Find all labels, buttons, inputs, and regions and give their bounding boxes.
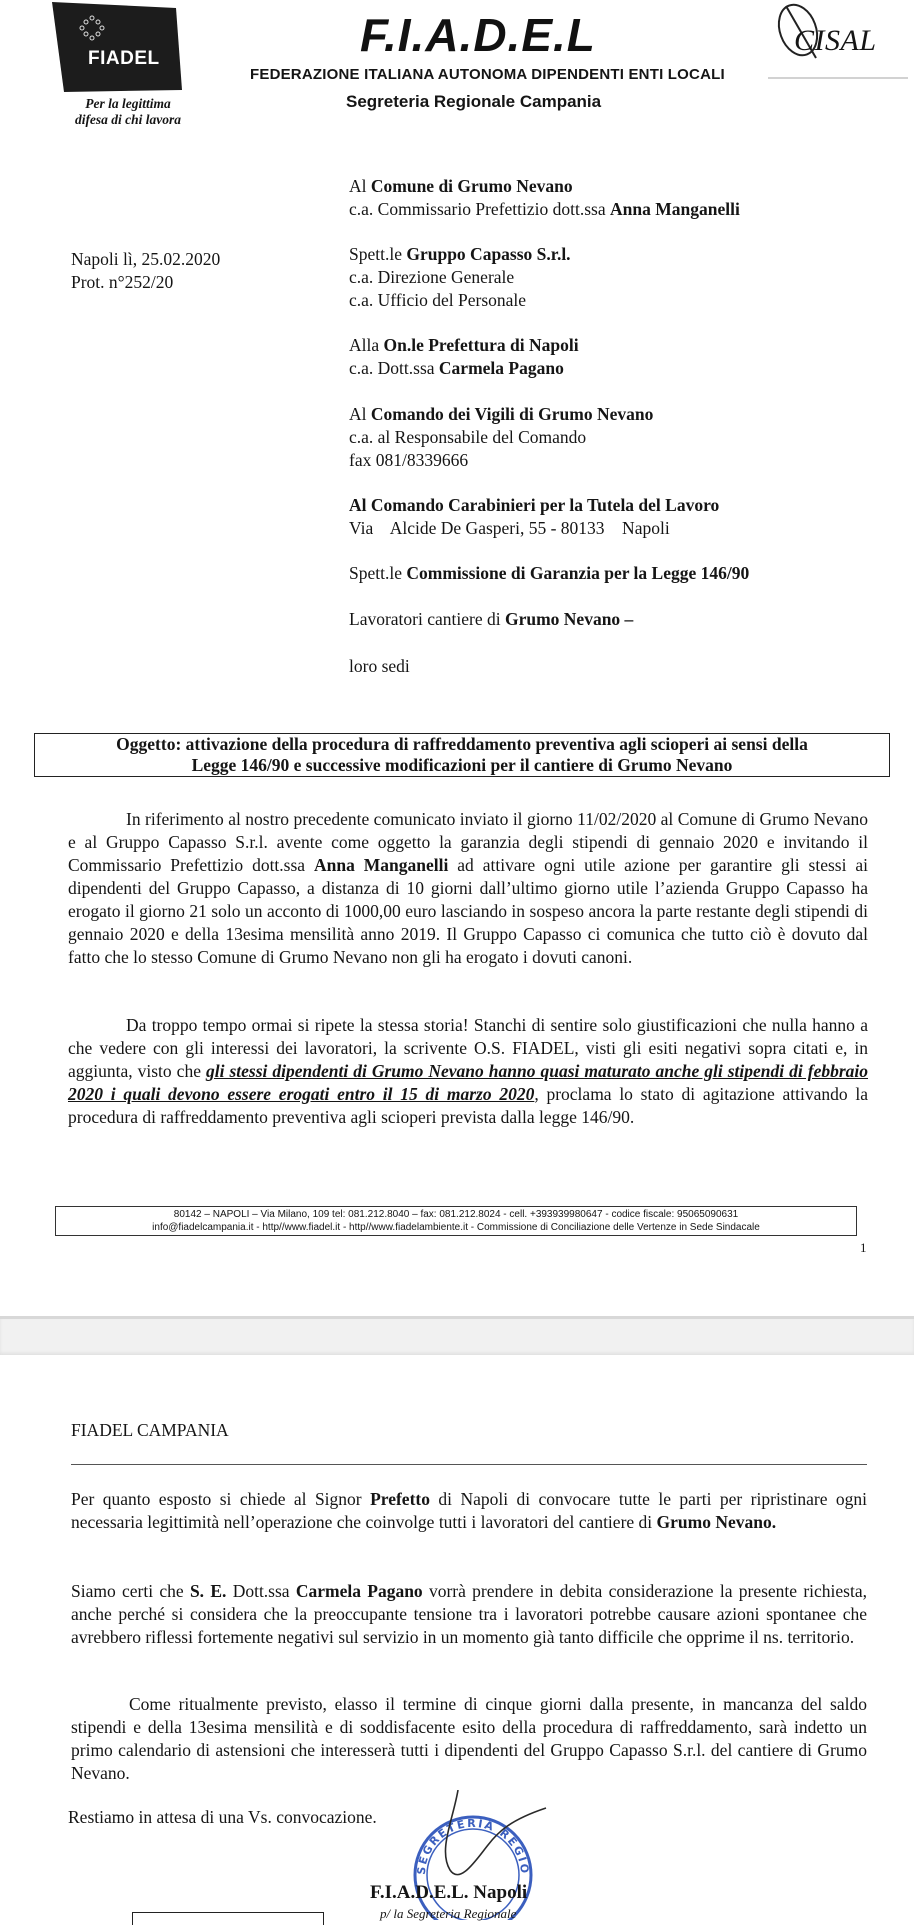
page-number: 1 bbox=[860, 1240, 867, 1255]
page2-divider bbox=[71, 1464, 867, 1465]
page2-paragraph-3: Come ritualmente previsto, elasso il termine di cinque giorni dalla presente, in mancanza del saldo stipendi e della 13esima mensilità e di soddisfacente esito della procedura di raffreddamento, sarà indetto un primo calendario di astensioni che interesserà tutti i dipendenti del Gruppo Capasso S.r.l. del cantiere di Grumo Nevano. bbox=[71, 1694, 867, 1783]
body-text: Da troppo tempo ormai si ripete la stessa storia! Stanchi di sentire solo giustificazioni che nulla hanno a che vedere con gli interessi dei lavoratori, la scrivente O.S. FIADEL, visti gli esiti negativi sopra citati e, in aggiunta, visto che bbox=[68, 1015, 868, 1081]
page2-header: FIADEL CAMPANIA bbox=[71, 1420, 229, 1440]
recipient-prefix: Spett.le bbox=[349, 244, 407, 264]
recipient-carabinieri bbox=[349, 494, 869, 540]
footer-box bbox=[55, 1206, 857, 1236]
recipient-fax: fax 081/8339666 bbox=[349, 450, 469, 470]
recipient-attn-name: Carmela Pagano bbox=[438, 358, 564, 378]
recipient-name: On.le Prefettura di Napoli bbox=[383, 335, 579, 355]
recipient-address: Via Alcide De Gasperi, 55 - 80133 Napoli bbox=[349, 518, 670, 538]
recipient-prefix: Spett.le bbox=[349, 563, 407, 583]
body-paragraph-2 bbox=[68, 1014, 868, 1129]
recipient-prefix: Lavoratori cantiere di bbox=[349, 609, 505, 629]
recipient-name: Grumo Nevano – bbox=[504, 609, 634, 629]
recipient-capasso bbox=[349, 243, 869, 312]
body-emphasis: gli stessi dipendenti di Grumo Nevano hanno quasi maturato anche gli stipendi di febbraio 2020 i quali devono essere erogati entro il 15 di marzo 2020 bbox=[68, 1061, 869, 1104]
subject-line: Legge 146/90 e successive modificazioni per il cantiere di Grumo Nevano bbox=[191, 755, 733, 775]
fiadel-logo bbox=[52, 2, 184, 94]
recipient-prefix: Alla bbox=[349, 335, 384, 355]
body-bold: Prefetto bbox=[370, 1489, 430, 1509]
logo-tagline-line1: Per la legittima bbox=[85, 96, 171, 111]
body-bold: Grumo Nevano. bbox=[656, 1512, 777, 1532]
letter-meta bbox=[71, 248, 220, 294]
logo-tagline-line2: difesa di chi lavora bbox=[74, 112, 182, 127]
body-text: vorrà prendere in debita considerazione la presente richiesta, anche perché si considera che la preoccupante tensione tra i lavoratori potrebbe causare azioni spontanee che avrebbero riflessi fortemente negativi sul servizio in un momento già tanto difficile che opprime il ns. territorio. bbox=[71, 1581, 867, 1647]
recipient-prefix: Al bbox=[349, 176, 371, 196]
page2-paragraph-2 bbox=[71, 1580, 867, 1649]
stamp-text: SEGRETERIA REGIO bbox=[414, 1816, 532, 1876]
recipient-attn: c.a. Direzione Generale bbox=[349, 267, 515, 287]
body-text: Dott.ssa bbox=[226, 1581, 296, 1601]
signature-name: F.I.A.D.E.L. Napoli bbox=[370, 1882, 528, 1903]
recipient-prefettura bbox=[349, 334, 869, 380]
recipient-attn: c.a. Dott.ssa bbox=[349, 358, 439, 378]
fiadel-logo-text: FIADEL bbox=[88, 48, 160, 69]
body-text: In riferimento al nostro precedente comunicato inviato il giorno 11/02/2020 al Comune di Grumo Nevano e al Gruppo Capasso S.r.l. avente come oggetto la garanzia degli stipendi di gennaio 2020 e invitando il Commissario Prefettizio dott.ssa bbox=[68, 809, 868, 875]
body-text: Siamo certi che bbox=[71, 1581, 190, 1601]
page-title: F.I.A.D.E.L bbox=[360, 9, 596, 61]
segreteria-name: Segreteria Regionale Campania bbox=[346, 92, 602, 111]
federation-name: FEDERAZIONE ITALIANA AUTONOMA DIPENDENTI ENTI LOCALI bbox=[250, 66, 725, 83]
recipient-name: Comune di Grumo Nevano bbox=[370, 176, 573, 196]
protocol-number: Prot. n°252/20 bbox=[71, 272, 174, 292]
recipient-name: Commissione di Garanzia per la Legge 146/90 bbox=[406, 563, 750, 583]
bottom-box bbox=[132, 1912, 324, 1925]
body-bold: Carmela Pagano bbox=[295, 1581, 423, 1601]
loro-sedi: loro sedi bbox=[349, 656, 410, 676]
recipient-name: Gruppo Capasso S.r.l. bbox=[406, 244, 571, 264]
body-bold: Anna Manganelli bbox=[313, 855, 449, 875]
cisal-logo bbox=[758, 0, 914, 90]
recipient-commissione bbox=[349, 562, 869, 585]
page2-paragraph-4: Restiamo in attesa di una Vs. convocazione. bbox=[68, 1807, 377, 1827]
body-bold: S. E. bbox=[189, 1581, 227, 1601]
body-text: ad attivare ogni utile azione per garantire gli stessi ai dipendenti del Gruppo Capasso, a distanza di 10 giorni dall’ultimo giorno utile l’azienda Gruppo Capasso ha erogato il giorno 21 solo un acconto di 1000,00 euro lasciando in sospeso ancora la parte restante degli stipendi di gennaio 2020 e della 13esima mensilità anno 2019. Il Gruppo Capasso ci comunica che tutto ciò è dovuto dal fatto che lo stesso Comune di Grumo Nevano non gli ha erogato i dovuti canoni. bbox=[68, 855, 868, 967]
cisal-logo-text: CISAL bbox=[794, 24, 877, 57]
recipient-comune bbox=[349, 175, 869, 221]
recipient-attn: c.a. Commissario Prefettizio dott.ssa bbox=[349, 199, 610, 219]
recipient-name: Comando dei Vigili di Grumo Nevano bbox=[370, 404, 654, 424]
signature-subtitle: p/ la Segreteria Regionale bbox=[380, 1906, 517, 1921]
logo-tagline bbox=[58, 96, 198, 128]
recipient-prefix: Al bbox=[349, 404, 371, 424]
svg-text:SEGRETERIA REGIONALE bbox=[398, 1790, 531, 1876]
body-text: di Napoli di convocare tutte le parti per ripristinare ogni necessaria legittimità nell’operazione che coinvolge tutti i lavoratori del cantiere di bbox=[71, 1489, 867, 1532]
page2-paragraph-1 bbox=[71, 1488, 867, 1534]
body-paragraph-1 bbox=[68, 808, 868, 969]
recipient-attn: c.a. al Responsabile del Comando bbox=[349, 427, 587, 447]
subject-line: Oggetto: attivazione della procedura di raffreddamento preventiva agli scioperi ai sensi della bbox=[116, 734, 808, 754]
recipient-attn-name: Anna Manganelli bbox=[610, 199, 740, 219]
letter-date: Napoli lì, 25.02.2020 bbox=[71, 249, 221, 269]
recipient-lavoratori bbox=[349, 608, 869, 631]
recipient-name: Al Comando Carabinieri per la Tutela del Lavoro bbox=[349, 495, 720, 515]
body-text: Per quanto esposto si chiede al Signor bbox=[71, 1489, 371, 1509]
subject-box bbox=[34, 733, 890, 777]
recipient-attn: c.a. Ufficio del Personale bbox=[349, 290, 527, 310]
footer-contacts: info@fiadelcampania.it - http//www.fiadel.it - http//www.fiadelambiente.it - Commissione di Conciliazione delle Vertenze in Sede Sindacale bbox=[152, 1222, 760, 1233]
recipient-vigili bbox=[349, 403, 869, 472]
page-separator bbox=[0, 1316, 914, 1355]
footer-address: 80142 – NAPOLI – Via Milano, 109 tel: 081.212.8040 – fax: 081.212.8024 - cell. +393939980647 - codice fiscale: 95065090631 bbox=[173, 1209, 739, 1220]
body-text: , proclama lo stato di agitazione attivando la procedura di raffreddamento preventiva agli scioperi prevista dalla legge 146/90. bbox=[68, 1084, 868, 1127]
